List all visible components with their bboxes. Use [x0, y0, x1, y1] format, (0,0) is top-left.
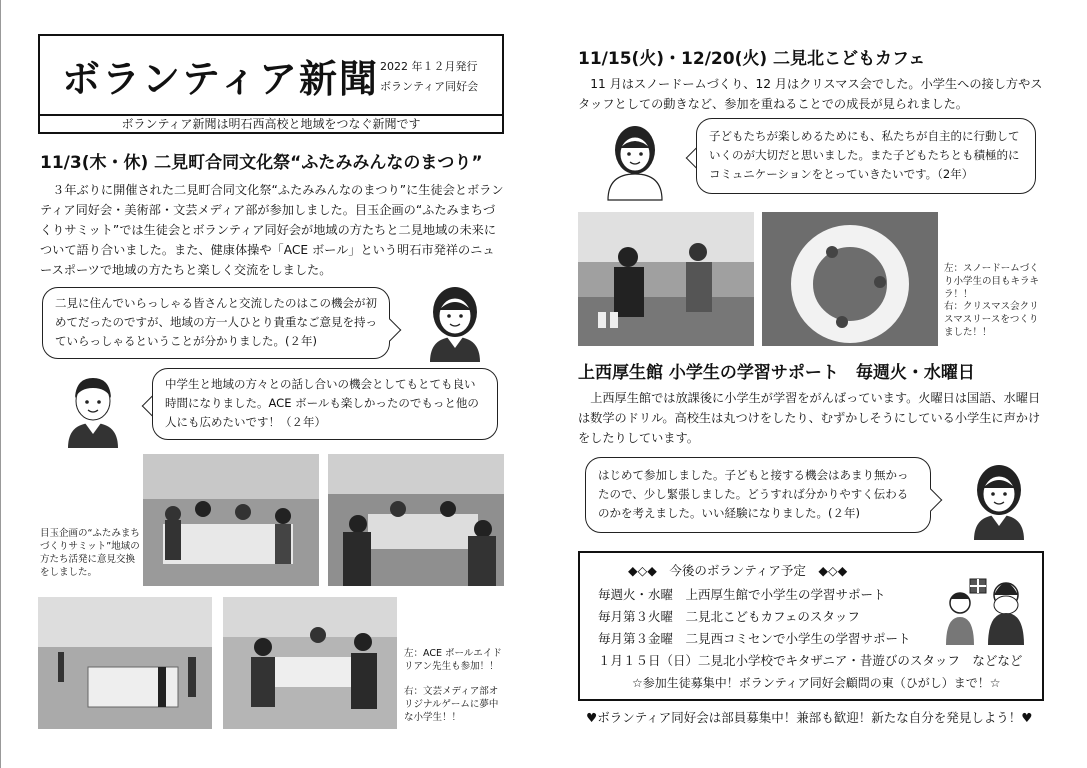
- recruit-note: ☆参加生徒募集中！ボランティア同好会顧問の東（ひがし）まで！☆: [632, 676, 1001, 690]
- game-photo: [223, 597, 397, 729]
- footer-recruitment: ♥ボランティア同好会は部員募集中！兼部も歓迎！新たな自分を発見しよう！♥: [586, 710, 1033, 725]
- student-boy-icon: [58, 368, 128, 448]
- speech-bubble: 子どもたちが楽しめるためにも、私たちが自主的に行動していくのが大切だと思いました。また子どもたちとも積極的にコミュニケーションをとっていきたいです。（2年）: [696, 118, 1036, 194]
- wreath-photo: [762, 212, 938, 346]
- photo-caption: 左：ACE ボールエイドリアン先生も参加！！: [404, 648, 502, 672]
- student-girl-icon: [600, 120, 670, 200]
- santa-kids-illustration: [936, 573, 1032, 645]
- student-girl-icon: [964, 460, 1034, 540]
- publisher: ボランティア同好会: [380, 80, 479, 93]
- article3-headline: 上西厚生館 小学生の学習サポート 毎週火・水曜日: [578, 363, 975, 383]
- article3-body: 上西厚生館では放課後に小学生が学習をがんばっています。火曜日は国語、水曜日は数学のドリル。高校生は丸つけをしたり、むずかしそうにしている小学生に声かけをしたりしています。: [578, 391, 1041, 445]
- schedule-item: 毎週火・水曜 上西厚生館で小学生の学習サポート: [598, 587, 886, 602]
- snow-dome-photo: [578, 212, 754, 346]
- article1-headline: 11/3(木・休) 二見町合同文化祭“ふたみみんなのまつり”: [40, 153, 483, 173]
- article1-body: ３年ぶりに開催された二見町合同文化祭“ふたみみんなのまつり”に生徒会とボランティア同好会・美術部・文芸メディア部が参加しました。目玉企画の“ふたみまちづくりサミット”では生徒会とボランティア同好会が地域の方たちと二見地域の未来について語り合いました。また、健康体操や「ACE ボール」という明石市発祥のニュースポーツで地域の方たちと楽しく交流をしました。: [40, 183, 504, 277]
- speech-bubble: 二見に住んでいらっしゃる皆さんと交流したのはこの機会が初めてだったのですが、地域の方一人ひとり貴重なご意見を持っていらっしゃるということが分かりました。(２年): [42, 287, 390, 359]
- schedule-box: [578, 551, 1044, 701]
- speech-bubble: 中学生と地域の方々との話し合いの機会としてもとても良い時間になりました。ACE ボールも楽しかったのでもっと他の人にも広めたいです！（２年）: [152, 368, 498, 440]
- schedule-title: ◆◇◆ 今後のボランティア予定 ◆◇◆: [628, 563, 848, 578]
- photo-caption: 左：スノードームづくり小学生の目もキラキラ！！: [944, 263, 1040, 300]
- tagline: ボランティア新聞は明石西高校と地域をつなぐ新聞です: [38, 116, 504, 134]
- schedule-item: 毎月第３火曜 二見北こどもカフェのスタッフ: [598, 609, 860, 624]
- schedule-item: 毎月第３金曜 二見西コミセンで小学生の学習サポート: [598, 631, 911, 646]
- photo-caption: 右：文芸メディア部オリジナルゲームに夢中な小学生！！: [404, 686, 499, 723]
- article2-body: 11 月はスノードームづくり、12 月はクリスマス会でした。小学生への接し方やスタッフとしての動きなど、参加を重ねることでの成長が見られました。: [578, 77, 1043, 111]
- newspaper-title: ボランティア新聞: [62, 57, 379, 101]
- issue-date: 2022 年１２月発行: [380, 60, 478, 73]
- article2-headline: 11/15(火)・12/20(火) 二見北こどもカフェ: [578, 49, 926, 69]
- student-girl-icon: [420, 282, 490, 362]
- summit-photo-1: [143, 454, 319, 586]
- schedule-item: １月１５日（日）二見北小学校でキタザニア・昔遊びのスタッフ などなど: [598, 653, 1023, 668]
- summit-photo-2: [328, 454, 504, 586]
- speech-bubble: はじめて参加しました。子どもと接する機会はあまり無かったので、少し緊張しました。どうすれば分かりやすく伝わるのかを考えました。いい経験になりました。(２年): [585, 457, 931, 533]
- masthead: [38, 34, 504, 116]
- photo-caption: 目玉企画の“ふたみまちづくりサミット”地域の方たち活発に意見交換をしました。: [40, 528, 140, 578]
- photo-caption: 右：クリスマス会クリスマスリースをつくりました！！: [944, 301, 1039, 338]
- ace-ball-photo: [38, 597, 212, 729]
